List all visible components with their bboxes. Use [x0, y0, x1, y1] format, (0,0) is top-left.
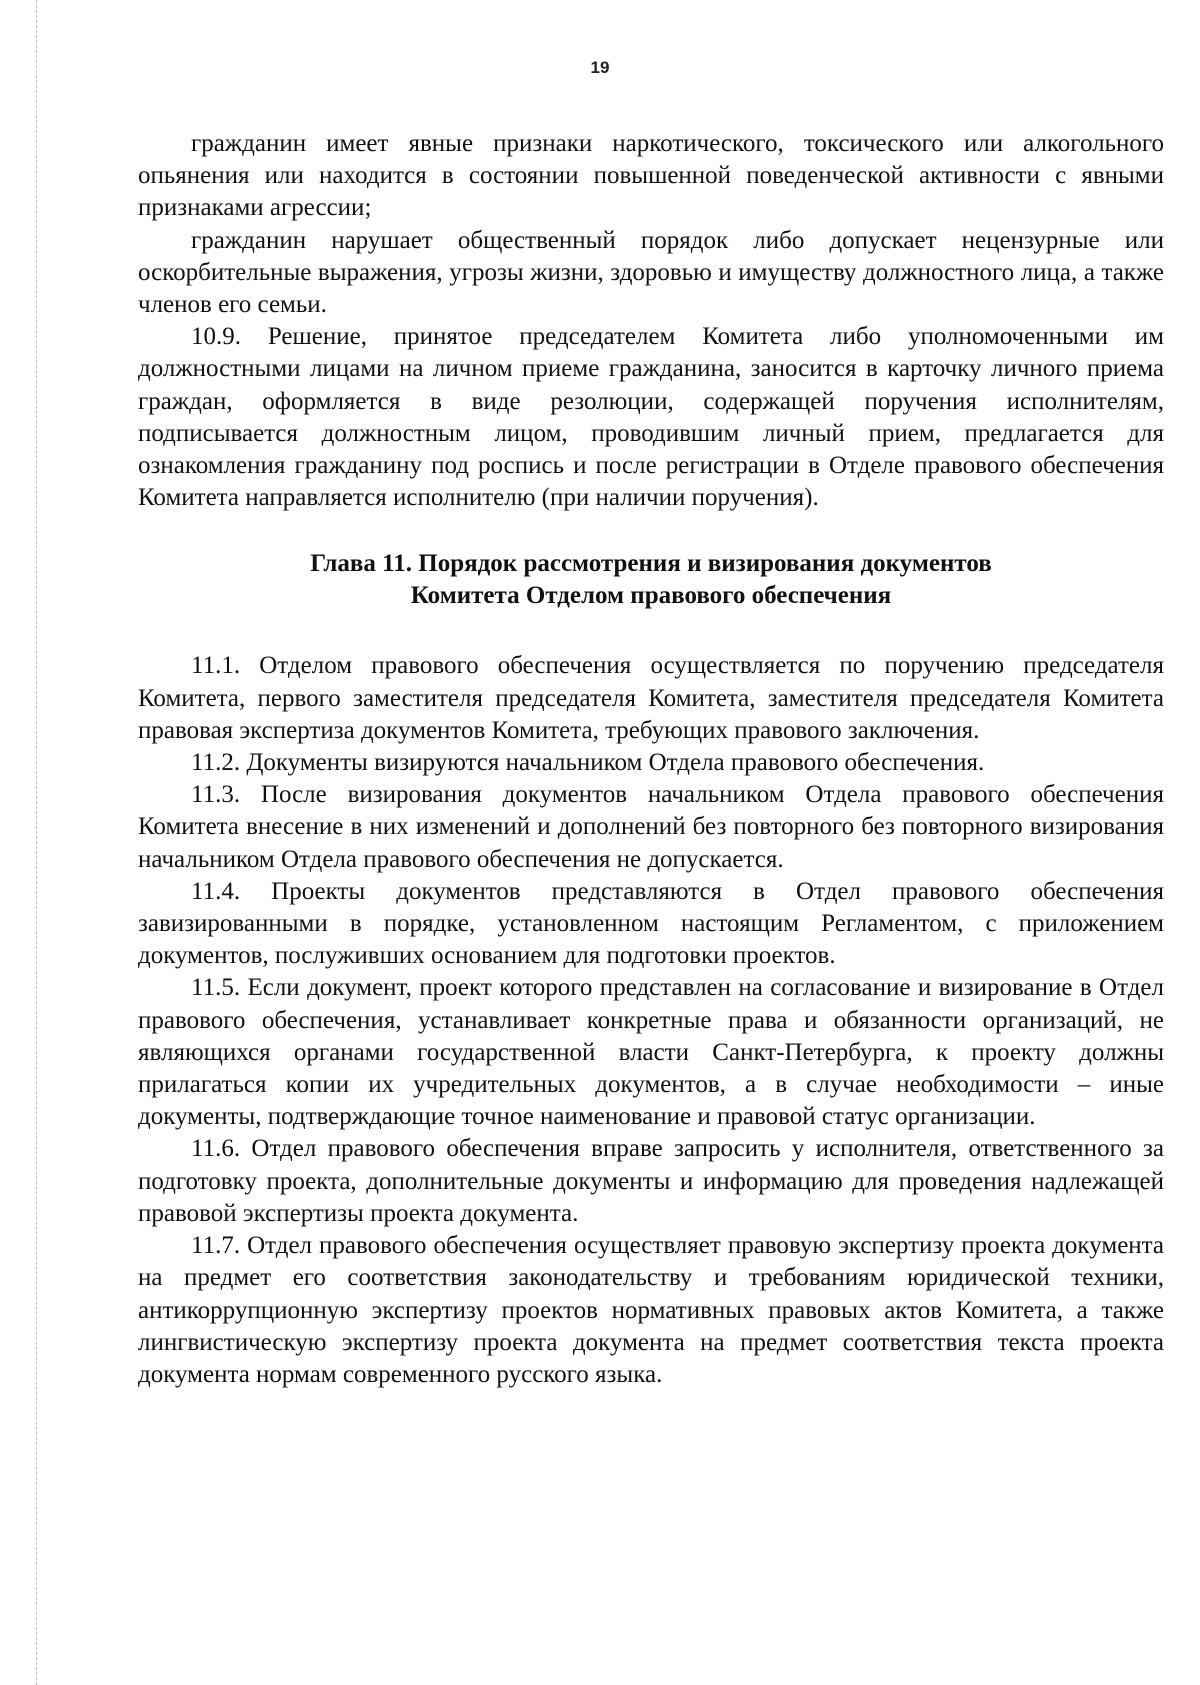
chapter-11-heading — [138, 548, 1164, 612]
scan-edge-line — [36, 0, 37, 1685]
paragraph-public-order: гражданин нарушает общественный порядок либо допускает нецензурные или оскорбительные выражения, угрозы жизни, здоровью и имуществу должностного лица, а также членов его семьи. — [138, 226, 1164, 319]
paragraph-11-5: 11.5. Если документ, проект которого представлен на согласование и визирование в Отдел правового обеспечения, устанавливает конкретные права и обязанности организаций, не являющихся органами государственной власти Санкт-Петербурга, к проекту должны прилагаться копии их учредительных документов, а в случае необходимости – иные документы, подтверждающие точное наименование и правовой статус организации. — [138, 974, 1164, 1131]
paragraph-11-2: 11.2. Документы визируются начальником Отдела правового обеспечения. — [191, 749, 985, 777]
paragraph-11-7: 11.7. Отдел правового обеспечения осуществляет правовую экспертизу проекта документа на предмет его соответствия законодательству и требованиям юридической техники, антикоррупционную экспертизу проектов нормативных правовых актов Комитета, а также лингвистическую экспертизу проекта документа на предмет соответствия текста проекта документа нормам современного русского языка. — [138, 1232, 1164, 1388]
paragraph-11-1: 11.1. Отделом правового обеспечения осуществляется по поручению председателя Комитета, первого заместителя председателя Комитета, заместителя председателя Комитета правовая экспертиза документов Комитета, требующих правового заключения. — [138, 652, 1164, 744]
paragraph-10-9: 10.9. Решение, принятое председателем Комитета либо уполномоченными им должностными лицами на личном приеме гражданина, заносится в карточку личного приема граждан, оформляется в виде резолюции, содержащей поручения исполнителям, подписывается должностным лицом, проводившим личный прием, предлагается для ознакомления гражданину под роспись и после регистрации в Отделе правового обеспечения Комитета направляется исполнителю (при наличии поручения). — [138, 323, 1164, 512]
document-body — [138, 128, 1164, 1391]
paragraph-11-4: 11.4. Проекты документов представляются в Отдел правового обеспечения завизированными в порядке, установленном настоящим Регламентом, с приложением документов, послуживших основанием для подготовки проектов. — [138, 877, 1164, 970]
paragraph-aggression: гражданин имеет явные признаки наркотического, токсического или алкогольного опьянения или находится в состоянии повышенной поведенческой активности с явными признаками агрессии; — [138, 130, 1164, 222]
chapter-heading-line2: Комитета Отделом правового обеспечения — [410, 582, 892, 610]
paragraph-11-6: 11.6. Отдел правового обеспечения вправе запросить у исполнителя, ответственного за подготовку проекта, дополнительные документы и информацию для проведения надлежащей правовой экспертизы проекта документа. — [138, 1135, 1164, 1227]
paragraph-11-3: 11.3. После визирования документов начальником Отдела правового обеспечения Комитета внесение в них изменений и дополнений без повторного без повторного визирования начальником Отдела правового обеспечения не допускается. — [138, 781, 1164, 873]
page-number: 19 — [590, 58, 610, 77]
chapter-heading-line1: Глава 11. Порядок рассмотрения и визирования документов — [310, 550, 992, 578]
